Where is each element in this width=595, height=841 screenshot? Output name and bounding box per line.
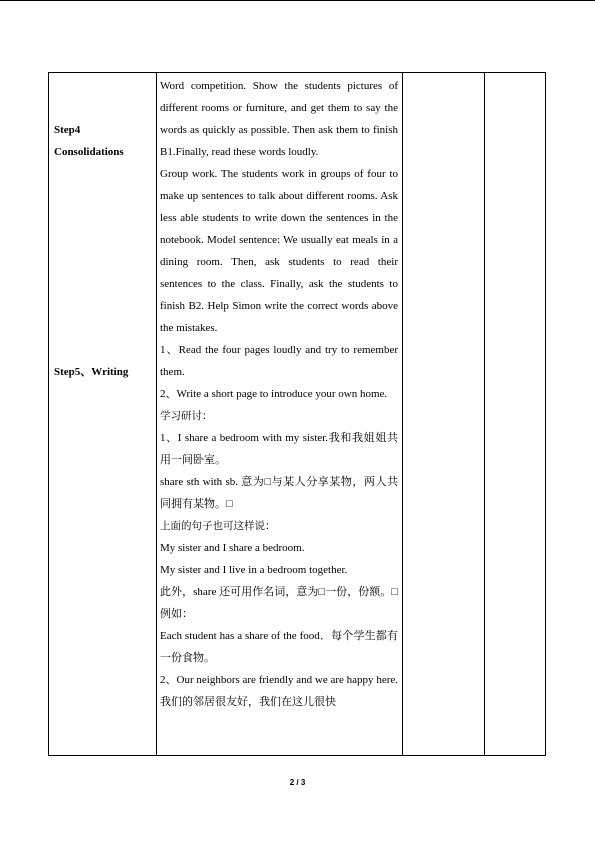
step4-title: Step4 — [54, 124, 81, 136]
step5-label — [54, 361, 128, 383]
share-noun-example: Each student has a share of the food．每个学生都有一份食物。 — [160, 630, 398, 664]
step4-label — [54, 119, 124, 163]
rephrase-sentence-2: My sister and I live in a bedroom together. — [160, 564, 348, 576]
share-noun-note: 此外，share 还可用作名词，意为□一份，份额。□ 例如： — [160, 586, 398, 620]
column-divider-2 — [402, 72, 403, 756]
page-number: 2 / 3 — [289, 778, 306, 787]
example-sentence-1: 1、I share a bedroom with my sister.我和我姐姐共用一间卧室。 — [160, 432, 398, 466]
step5-title: Step5、Writing — [54, 366, 129, 378]
column-divider-1 — [156, 72, 157, 756]
rephrase-sentence-1: My sister and I share a bedroom. — [160, 542, 305, 554]
procedure-column — [160, 75, 398, 713]
writing-task-1: 1、Read the four pages loudly and try to remember them. — [160, 344, 398, 378]
example-sentence-2: 2、Our neighbors are friendly and we are happy here.我们的邻居很友好，我们在这儿很快 — [160, 674, 398, 708]
share-usage-note: share sth with sb. 意为□与某人分享某物，两人共同拥有某物。□ — [160, 476, 398, 510]
page-top-rule — [0, 0, 595, 1]
word-competition-paragraph: Word competition. Show the students pictures of different rooms or furniture, and get them to say the words as quickly as possible. Then ask them to finish B1.Finally, read these words loudly. — [160, 80, 398, 158]
step4-subtitle: Consolidations — [54, 146, 124, 158]
rephrase-note: 上面的句子也可这样说： — [160, 520, 276, 532]
group-work-paragraph: Group work. The students work in groups of four to make up sentences to talk about different rooms. Ask less able students to write down the sentences in the notebook. Model sentence: We usually eat meals in a dining room. Then, ask students to read their sentences to the class. Finally, ask the students to finish B2. Help Simon write the correct words above the mistakes. — [160, 168, 398, 334]
column-divider-3 — [484, 72, 485, 756]
writing-task-2: 2、Write a short page to introduce your own home. — [160, 388, 388, 400]
study-heading: 学习研讨： — [160, 410, 213, 422]
